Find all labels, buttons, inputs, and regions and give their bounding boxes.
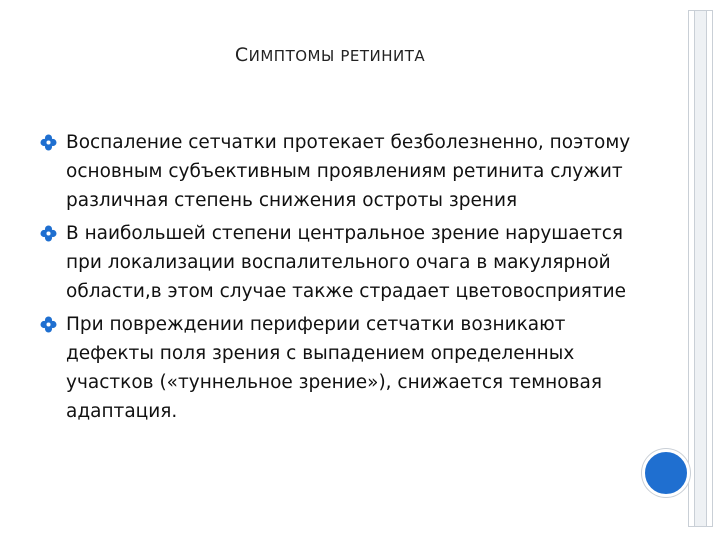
side-rule <box>694 0 695 540</box>
title-first-letter: С <box>234 44 249 66</box>
four-petal-flower-icon <box>40 316 57 333</box>
four-petal-flower-icon <box>40 225 57 242</box>
bullet-text: Воспаление сетчатки протекает безболезненно, поэтому основным субъективным проявлениям ретинита служит различная степень снижения остроты зрения <box>66 132 631 211</box>
title-word-2: РЕТИНИТА <box>340 47 426 65</box>
side-rule <box>688 0 689 540</box>
side-band-top-cap <box>688 0 713 11</box>
bullet-item <box>40 128 635 215</box>
decorative-circle <box>642 449 690 497</box>
bullet-item <box>40 219 635 306</box>
bullet-item <box>40 310 635 426</box>
four-petal-flower-icon <box>40 134 57 151</box>
bullet-text: При повреждении периферии сетчатки возникают дефекты поля зрения с выпадением определенных участков («туннельное зрение»), снижается темновая адаптация. <box>66 314 602 422</box>
bullet-text: В наибольшей степени центральное зрение нарушается при локализации воспалительного очага в макулярной области,в этом случае также страдает цветовосприятие <box>66 223 627 302</box>
bullet-list <box>40 128 635 430</box>
side-rule <box>712 0 713 540</box>
side-rule <box>706 0 707 540</box>
side-band-bottom-cap <box>688 526 713 540</box>
title-word-1-rest: ИМПТОМЫ <box>248 47 335 65</box>
slide-title <box>0 44 660 66</box>
side-band <box>695 0 706 540</box>
